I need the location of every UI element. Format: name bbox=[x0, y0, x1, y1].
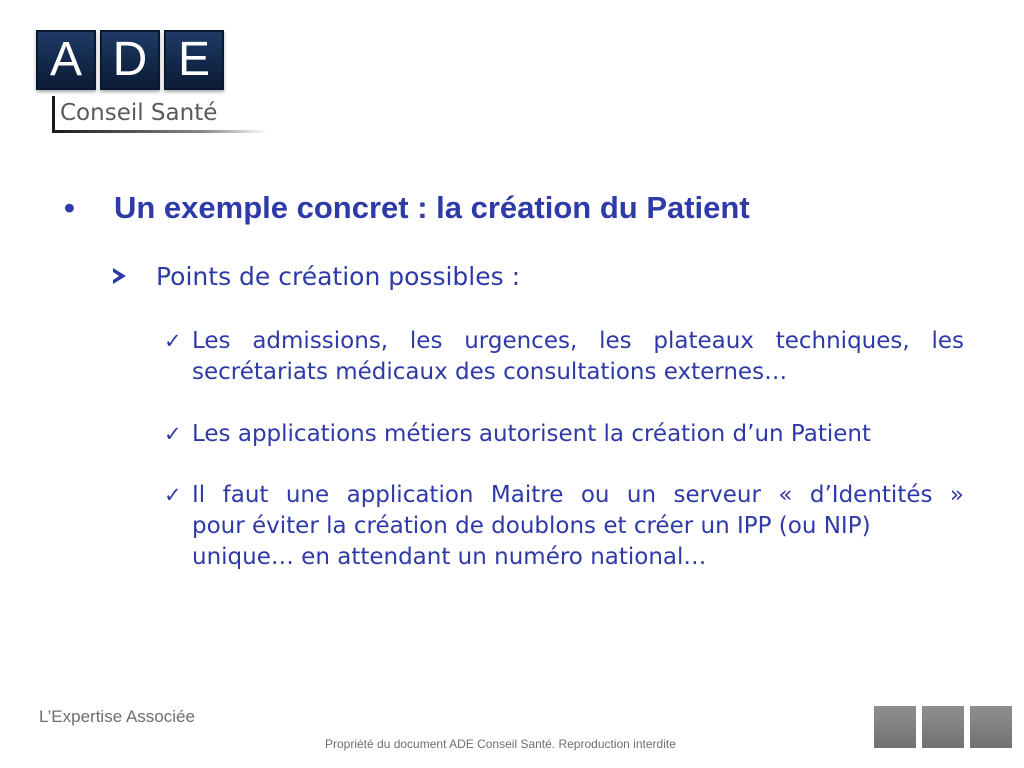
decor-square bbox=[874, 706, 916, 748]
logo-letter-e: E bbox=[164, 30, 224, 90]
arrow-bullet-icon bbox=[113, 268, 126, 284]
footer-decorative-squares bbox=[874, 706, 1012, 748]
checkmark-icon: ✓ bbox=[164, 483, 182, 507]
point-item-continuation bbox=[164, 542, 964, 573]
decor-square bbox=[970, 706, 1012, 748]
point-text: pour éviter la création de doublons et créer un IPP (ou NIP) bbox=[192, 513, 871, 539]
point-text: Les applications métiers autorisent la création d’un Patient bbox=[192, 421, 871, 447]
point-item bbox=[164, 326, 964, 357]
point-text: Les admissions, les urgences, les plateaux techniques, les bbox=[192, 328, 964, 354]
subheading-text: Points de création possibles : bbox=[156, 262, 521, 291]
point-item-continuation bbox=[164, 511, 964, 542]
point-text: unique… en attendant un numéro national… bbox=[192, 544, 707, 570]
heading-text: Un exemple concret : la création du Patient bbox=[114, 190, 750, 225]
heading-bullet: • bbox=[64, 190, 75, 225]
point-item bbox=[164, 480, 964, 511]
point-text: Il faut une application Maitre ou un serveur « d’Identités » bbox=[192, 482, 964, 508]
footer-copyright-notice: Propriété du document ADE Conseil Santé. Reproduction interdite bbox=[325, 737, 676, 751]
checkmark-icon: ✓ bbox=[164, 329, 182, 353]
checkmark-icon: ✓ bbox=[164, 422, 182, 446]
logo-letter-a: A bbox=[36, 30, 96, 90]
point-text: secrétariats médicaux des consultations externes… bbox=[192, 359, 788, 385]
logo-letter-d: D bbox=[100, 30, 160, 90]
footer-tagline: L’Expertise Associée bbox=[39, 707, 195, 726]
point-item-continuation bbox=[164, 357, 964, 388]
logo-subtitle: Conseil Santé bbox=[60, 100, 218, 126]
decor-square bbox=[922, 706, 964, 748]
point-item bbox=[164, 419, 964, 450]
